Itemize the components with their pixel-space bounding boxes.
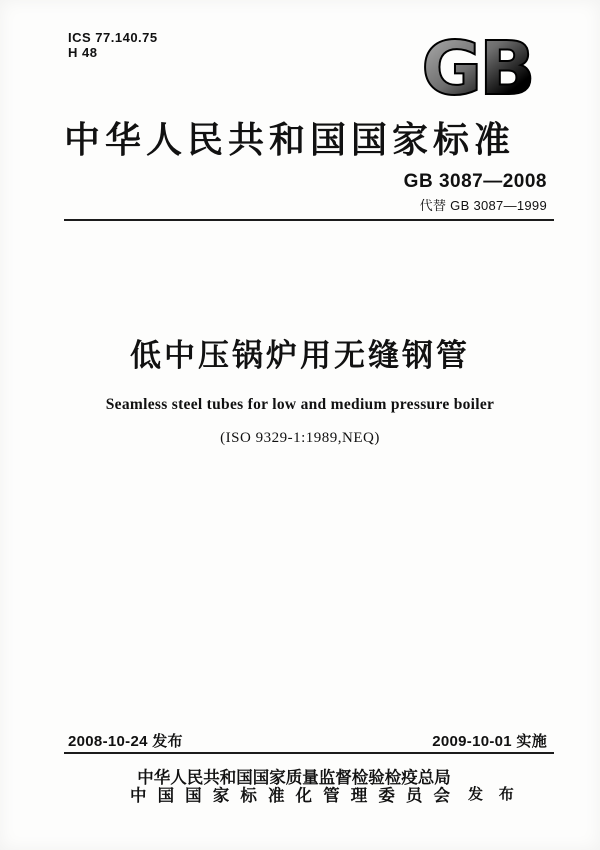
iso-reference: (ISO 9329-1:1989,NEQ): [220, 430, 380, 446]
implementation-date: 2009-10-01 实施: [432, 733, 547, 750]
replaces-note: 代替 GB 3087—1999: [419, 198, 547, 213]
issue-date: 2008-10-24 发布: [68, 733, 183, 750]
gb-standard-logo-icon: [404, 26, 550, 108]
ics-block: [68, 30, 158, 60]
issuer-line-1: 中华人民共和国国家质量监督检验检疫总局: [137, 768, 451, 787]
gb-logo-text: GB: [421, 26, 533, 108]
document-title-chinese: 低中压锅炉用无缝钢管: [130, 338, 470, 373]
footer-divider: [64, 752, 554, 754]
header-divider: [64, 219, 554, 221]
ics-class-code: H 48: [68, 45, 98, 60]
national-standard-title: 中华人民共和国国家标准: [64, 120, 516, 160]
issuer-lines: [130, 769, 458, 805]
dates-row: [68, 730, 547, 751]
document-title-english: Seamless steel tubes for low and medium pressure boiler: [105, 396, 495, 413]
publish-label: 发 布: [468, 787, 520, 803]
issuer-block: [0, 769, 600, 819]
standard-code: GB 3087—2008: [403, 171, 547, 192]
standard-number-block: [404, 171, 547, 214]
issuer-line-2: 中国国家标准化管理委员会: [130, 786, 458, 805]
ics-code: ICS 77.140.75: [68, 30, 158, 45]
